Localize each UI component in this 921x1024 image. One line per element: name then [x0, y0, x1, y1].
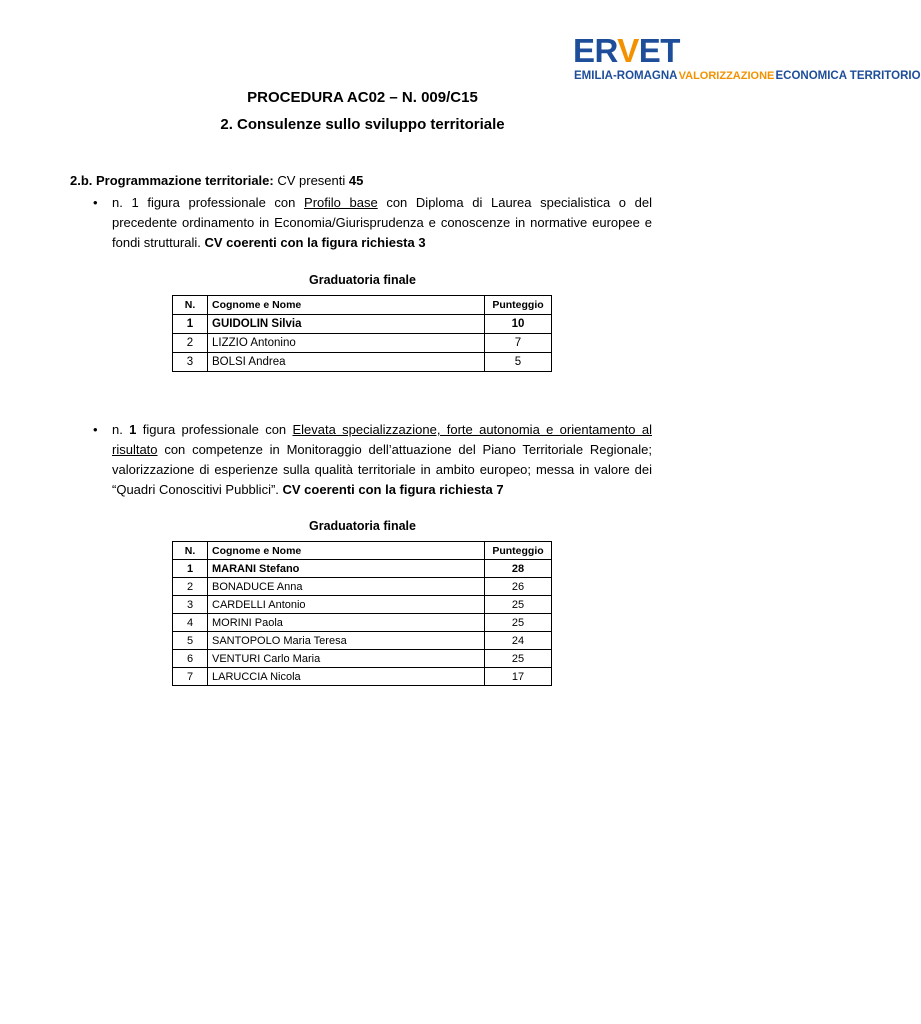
col-header-n: N.	[173, 296, 208, 315]
col-header-name: Cognome e Nome	[208, 296, 485, 315]
cell-score: 24	[485, 632, 552, 650]
cell-n: 2	[173, 334, 208, 353]
table2-title: Graduatoria finale	[309, 519, 416, 533]
bullet1-text-1: n. 1 figura professionale con	[112, 195, 305, 210]
logo-word-a: ER	[573, 32, 618, 69]
logo-tagline	[574, 70, 921, 82]
col-header-score: Punteggio	[485, 296, 552, 315]
table-row	[173, 650, 552, 668]
cell-name: CARDELLI Antonio	[208, 596, 485, 614]
cell-n: 6	[173, 650, 208, 668]
table-row	[173, 315, 552, 334]
bullet-dot-icon: •	[93, 422, 98, 437]
ranking-table-1	[172, 295, 552, 372]
cell-name: MORINI Paola	[208, 614, 485, 632]
table-row	[173, 334, 552, 353]
cell-score: 26	[485, 578, 552, 596]
col-header-name: Cognome e Nome	[208, 542, 485, 560]
logo-tag-b: VALORIZZAZIONE	[678, 70, 775, 82]
cell-score: 25	[485, 650, 552, 668]
bullet2-bold: CV coerenti con la figura richiesta 7	[282, 482, 504, 497]
bullet2-text-1: n.	[112, 422, 130, 437]
cell-name: BONADUCE Anna	[208, 578, 485, 596]
col-header-n: N.	[173, 542, 208, 560]
cell-name: MARANI Stefano	[208, 560, 485, 578]
table1-title: Graduatoria finale	[309, 273, 416, 287]
cell-n: 2	[173, 578, 208, 596]
section-label: 2.b. Programmazione territoriale:	[70, 173, 274, 188]
table-header-row	[173, 296, 552, 315]
cell-name: GUIDOLIN Silvia	[208, 315, 485, 334]
cell-score: 17	[485, 668, 552, 686]
table-row	[173, 614, 552, 632]
cell-score: 10	[485, 315, 552, 334]
table-header-row	[173, 542, 552, 560]
cell-n: 3	[173, 353, 208, 372]
section-heading	[70, 173, 363, 188]
bullet2-text-3: con competenze in Monitoraggio dell’attuazione del Piano Territoriale Regionale; valorizzazione di esperienze sulla qualità territoriale in ambito europeo; messa in valore dei “Quadri Conoscitivi Pubblici”.	[112, 442, 652, 497]
cell-n: 1	[173, 560, 208, 578]
cell-name: LARUCCIA Nicola	[208, 668, 485, 686]
cell-n: 4	[173, 614, 208, 632]
cell-n: 3	[173, 596, 208, 614]
cell-name: VENTURI Carlo Maria	[208, 650, 485, 668]
section-count: 45	[348, 173, 364, 188]
logo-word-v: V	[617, 32, 639, 69]
table-row	[173, 560, 552, 578]
page-title: PROCEDURA AC02 – N. 009/C15	[247, 89, 478, 106]
cell-n: 5	[173, 632, 208, 650]
ranking-table-2	[172, 541, 552, 686]
cell-n: 1	[173, 315, 208, 334]
logo-wordmark	[573, 34, 680, 67]
logo-tag-a: EMILIA-ROMAGNA	[574, 70, 678, 82]
ervet-logo	[573, 32, 921, 82]
cell-score: 7	[485, 334, 552, 353]
cell-score: 28	[485, 560, 552, 578]
cell-n: 7	[173, 668, 208, 686]
bullet1-text-2: con Diploma di Laurea specialistica o del precedente ordinamento in Economia/Giurisprudenza e conoscenze in normative europee e fondi strutturali.	[112, 195, 653, 250]
section-text: CV presenti	[273, 173, 349, 188]
cell-score: 25	[485, 614, 552, 632]
bullet-item-1	[93, 193, 653, 253]
bullet-dot-icon: •	[93, 195, 98, 210]
bullet1-bold: CV coerenti con la figura richiesta 3	[204, 235, 426, 250]
bullet2-text-2: figura professionale con	[136, 422, 293, 437]
cell-name: SANTOPOLO Maria Teresa	[208, 632, 485, 650]
table-row	[173, 632, 552, 650]
table-row	[173, 353, 552, 372]
table-row	[173, 578, 552, 596]
table-row	[173, 668, 552, 686]
cell-score: 5	[485, 353, 552, 372]
cell-score: 25	[485, 596, 552, 614]
cell-name: BOLSI Andrea	[208, 353, 485, 372]
page-subtitle: 2. Consulenze sullo sviluppo territoriale	[220, 116, 505, 133]
bullet1-underlined: Profilo base	[304, 195, 378, 210]
logo-word-b: ET	[638, 32, 680, 69]
table-row	[173, 596, 552, 614]
col-header-score: Punteggio	[485, 542, 552, 560]
bullet-item-2	[93, 420, 652, 500]
bullet2-underlined: Elevata specializzazione, forte autonomia e orientamento al risultato	[112, 422, 652, 457]
cell-name: LIZZIO Antonino	[208, 334, 485, 353]
logo-tag-c: ECONOMICA TERRITORIO	[775, 70, 921, 82]
bullet2-bold-number: 1	[129, 422, 137, 437]
